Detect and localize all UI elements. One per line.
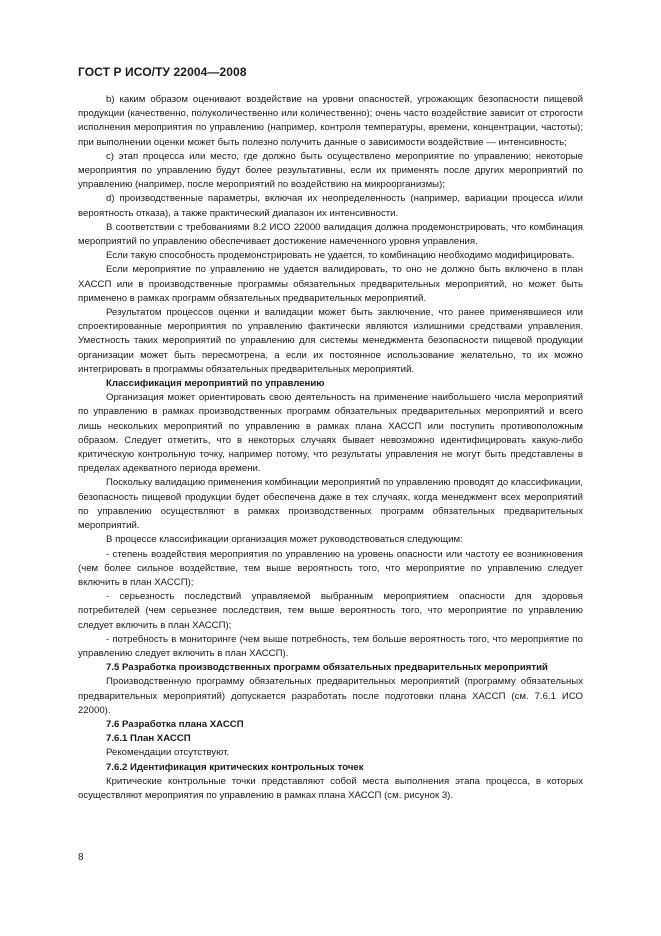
- paragraph: c) этап процесса или место, где должно быть осуществлено мероприятие по управлению; некоторые мероприятия по управлению будут более результативны, если их применять после других мероприятий по управлению (например, после мероприятий по воздействию на микроорганизмы);: [78, 150, 583, 191]
- paragraph: Критические контрольные точки представляют собой места выполнения этапа процесса, в которых осуществляют мероприятия по управлению в рамках плана ХАССП (см. рисунок 3).: [78, 775, 583, 801]
- section-heading: 7.6 Разработка плана ХАССП: [106, 718, 244, 730]
- list-item: - серьезность последствий управляемой выбранным мероприятием опасности для здоровья потребителей (чем серьезнее последствия, тем выше вероятность того, что мероприятие по управлению следует включить в план ХАССП);: [78, 591, 583, 631]
- paragraph: В процессе классификации организация может руководствоваться следующим:: [106, 534, 463, 546]
- paragraph: b) каким образом оценивают воздействие на уровни опасностей, угрожающих безопасности пищевой продукции (качественно, полуколичественно или количественно); очень часто воздействие зависит от строгости исполнения мероприятия по управлению (например, контроля температуры, времени, концентрации, частоты); при выполнении оценки может быть полезно получить данные о зависимости воздействие — интенсивность;: [78, 94, 583, 148]
- section-heading: Классификация мероприятий по управлению: [106, 378, 325, 390]
- paragraph: Рекомендации отсутствуют.: [106, 747, 230, 759]
- paragraph: Поскольку валидацию применения комбинации мероприятий по управлению проводят до классификации, безопасность пищевой продукции будет обеспечена даже в тех случаях, когда менеджмент всех мероприятий по управлению осуществляют в рамках производственных программ обязательных предварительных мероприятий.: [78, 477, 583, 532]
- list-item: - потребность в мониторинге (чем выше потребность, тем больше вероятность того, что мероприятие по управлению следует включить в план ХАССП).: [78, 633, 583, 659]
- paragraph: Производственную программу обязательных предварительных мероприятий (программу обязательных предварительных мероприятий) допускается разработать после подготовки плана ХАССП (см. 7.6.1 ИСО 22000).: [78, 676, 583, 716]
- document-header: ГОСТ Р ИСО/ТУ 22004—2008: [78, 65, 247, 79]
- paragraph: Организация может ориентировать свою деятельность на применение наибольшего числа мероприятий по управлению в рамках производственных программ обязательных предварительных мероприятий и всего лишь нескольких мероприятий по управлению в рамках плана ХАССП или поступить противоположным образом. Следует отметить, что в некоторых случаях бывает невозможно идентифицировать какую-либо критическую контрольную точку, например потому, что результаты управления не могут быть представлены в пределах адекватного периода времени.: [78, 392, 583, 475]
- paragraph: d) производственные параметры, включая их неопределенность (например, вариации процесса и/или вероятность отказа), а также практический диапазон их интенсивности.: [78, 193, 583, 219]
- subsection-heading: 7.6.1 План ХАССП: [106, 733, 191, 745]
- list-item: - степень воздействия мероприятия по управлению на уровень опасности или частоту ее возникновения (чем более сильное воздействие, тем выше вероятность того, что мероприятие по управлению следует включить в план ХАССП);: [78, 548, 583, 588]
- section-heading: 7.5 Разработка производственных программ обязательных предварительных мероприятий: [106, 662, 548, 674]
- paragraph: Если мероприятие по управлению не удается валидировать, то оно не должно быть включено в план ХАССП или в производственные программы обязательных предварительных мероприятий, но может быть применено в рамках программ обязательных предварительных мероприятий.: [78, 264, 583, 304]
- subsection-heading: 7.6.2 Идентификация критических контрольных точек: [106, 761, 364, 773]
- paragraph: Результатом процессов оценки и валидации может быть заключение, что ранее применявшиеся или спроектированные мероприятия по управлению фактически являются излишними средствами управления. Уместность таких мероприятий по управлению для системы менеджмента безопасности пищевой продукции организации может быть пересмотрена, а если их постоянное использование желательно, то их можно интегрировать в программы обязательных предварительных мероприятий.: [78, 307, 583, 375]
- paragraph: В соответствии с требованиями 8.2 ИСО 22000 валидация должна продемонстрировать, что комбинация мероприятий по управлению обеспечивает достижение намеченного уровня управления.: [78, 221, 583, 248]
- page-number: 8: [78, 852, 84, 863]
- paragraph: Если такую способность продемонстрировать не удается, то комбинацию необходимо модифицировать.: [106, 250, 575, 262]
- document-body: [78, 93, 583, 803]
